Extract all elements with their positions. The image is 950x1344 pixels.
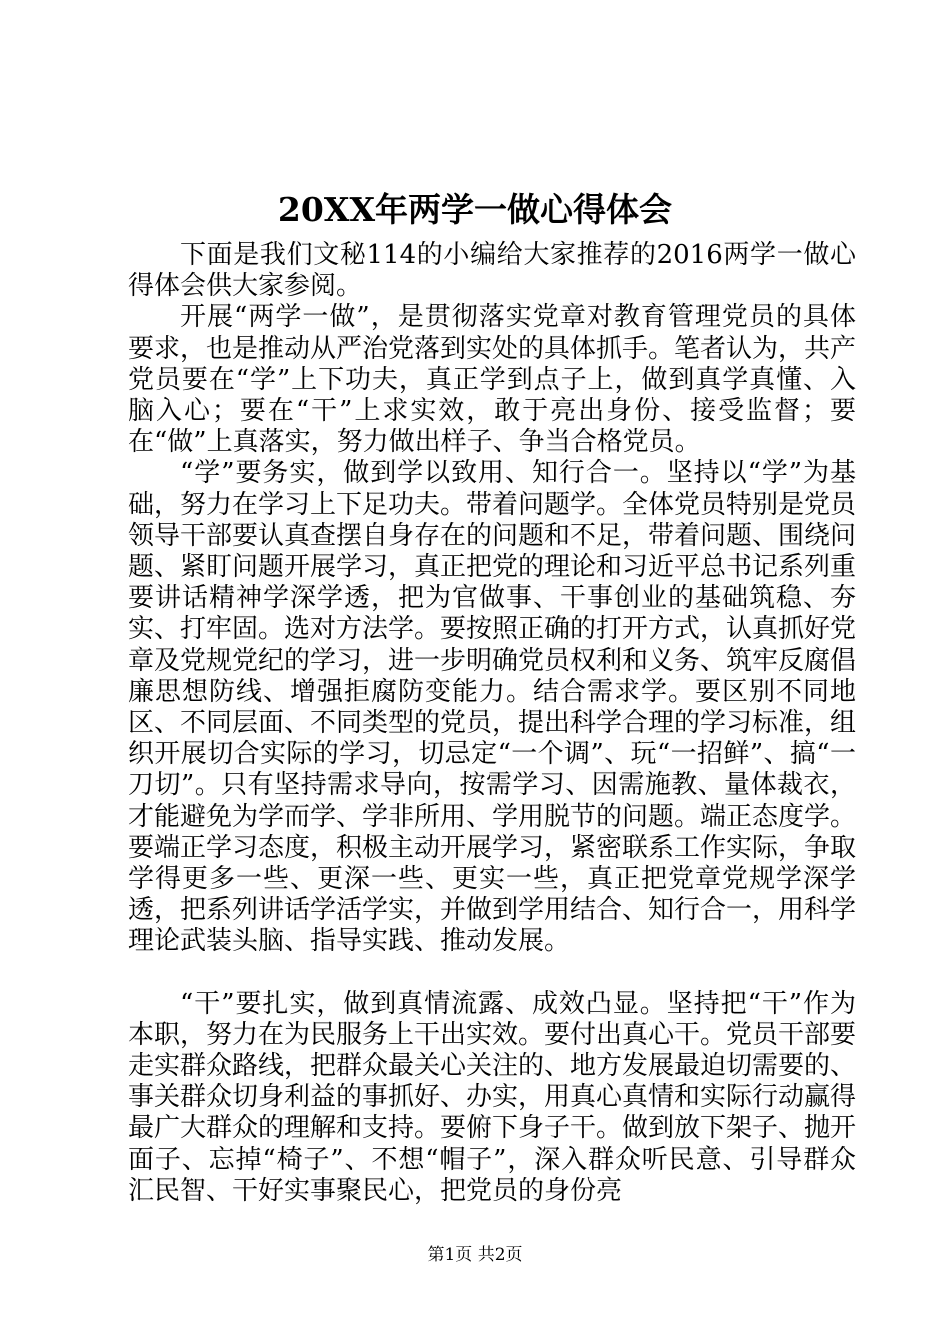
paragraph-intro: 下面是我们文秘114的小编给大家推荐的2016两学一做心得体会供大家参阅。 — [128, 240, 856, 302]
paragraph-study: “学”要务实，做到学以致用、知行合一。坚持以“学”为基础，努力在学习上下足功夫。带着问题学。全体党员特别是党员领导干部要认真查摆自身存在的问题和不足，带着问题、围绕问题、紧盯问题开展学习，真正把党的理论和习近平总书记系列重要讲话精神学深学透，把为官做事、干事创业的基础筑稳、夯实、打牢固。选对方法学。要按照正确的打开方式，认真抓好党章及党规党纪的学习，进一步明确党员权利和义务、筑牢反腐倡廉思想防线、增强拒腐防变能力。结合需求学。要区别不同地区、不同层面、不同类型的党员，提出科学合理的学习标准，组织开展切合实际的学习，切忌定“一个调”、玩“一招鲜”、搞“一刀切”。只有坚持需求导向，按需学习、因需施教、量体裁衣，才能避免为学而学、学非所用、学用脱节的问题。端正态度学。要端正学习态度，积极主动开展学习，紧密联系工作实际，争取学得更多一些、更深一些、更实一些，真正把党章党规学深学透，把系列讲话学活学实，并做到学用结合、知行合一，用科学理论武装头脑、指导实践、推动发展。 — [128, 458, 857, 957]
document-title: 20XX年两学一做心得体会 — [277, 190, 673, 229]
page-footer: 第1页 共2页 — [427, 1245, 523, 1265]
document-body — [128, 240, 856, 1207]
paragraph-work: “干”要扎实，做到真情流露、成效凸显。坚持把“干”作为本职，努力在为民服务上干出实效。要付出真心干。党员干部要走实群众路线，把群众最关心关注的、地方发展最迫切需要的、事关群众切身利益的事抓好、办实，用真心真情和实际行动赢得最广大群众的理解和支持。要俯下身子干。做到放下架子、抛开面子、忘掉“椅子”、不想“帽子”，深入群众听民意、引导群众汇民智、干好实事聚民心，把党员的身份亮 — [128, 988, 857, 1206]
paragraph-overview: 开展“两学一做”，是贯彻落实党章对教育管理党员的具体要求，也是推动从严治党落到实处的具体抓手。笔者认为，共产党员要在“学”上下功夫，真正学到点子上，做到真学真懂、入脑入心；要在“干”上求实效，敢于亮出身份、接受监督；要在“做”上真落实，努力做出样子、争当合格党员。 — [128, 302, 857, 458]
